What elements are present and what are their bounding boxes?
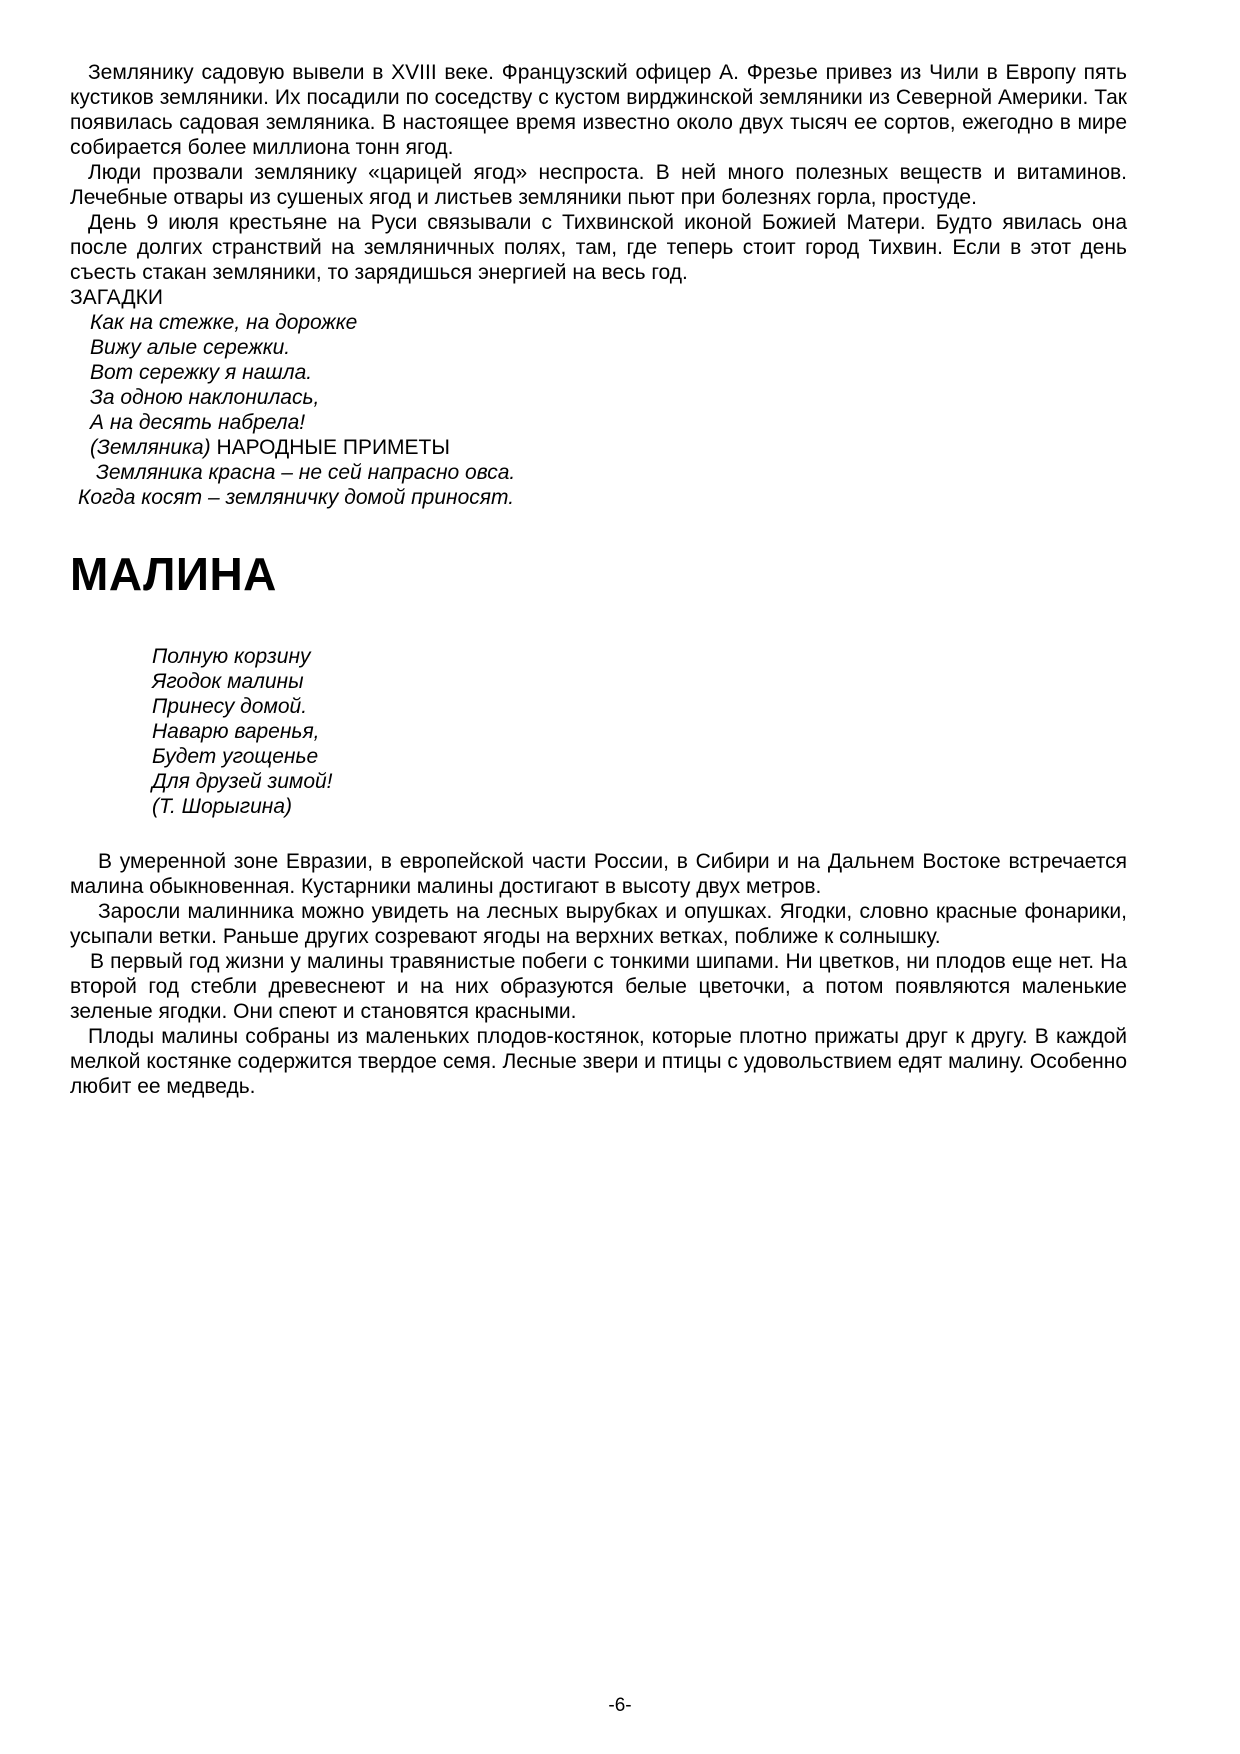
riddle-line: А на десять набрела! (90, 411, 306, 434)
omen-line: Земляника красна – не сей напрасно овса. (96, 461, 516, 484)
omen-line: Когда косят – земляничку домой приносят. (78, 486, 515, 509)
poem-line: Для друзей зимой! (152, 770, 333, 793)
paragraph-strawberry-tradition: День 9 июля крестьяне на Руси связывали с Тихвинской иконой Божией Матери. Будто явилась она после долгих странствий на земляничных полях, там, где теперь стоит город Тихвин. Если в этот день съесть стакан земляники, то зарядишься энергией на весь год. (70, 211, 1127, 284)
poem-line: Будет угощенье (152, 745, 319, 768)
paragraph-strawberry-history: Землянику садовую вывели в XVIII веке. Французский офицер А. Фрезье привез из Чили в Европу пять кустиков земляники. Их посадили по соседству с кустом вирджинской земляники из Северной Америки. Так появилась садовая земляника. В настоящее время известно около двух тысяч ее сортов, ежегодно в мире собирается более миллиона тонн ягод. (70, 61, 1127, 159)
spacer (70, 819, 1127, 849)
riddle-line: За одною наклонилась, (90, 386, 320, 409)
riddle-answer: (Земляника) (90, 436, 211, 459)
riddles-heading: ЗАГАДКИ (70, 286, 163, 309)
riddle-line: Как на стежке, на дорожке (90, 311, 358, 334)
section-title-raspberry: МАЛИНА (70, 548, 277, 600)
riddle-line: Вот сережку я нашла. (90, 361, 313, 384)
paragraph-raspberry-thickets: Заросли малинника можно увидеть на лесных вырубках и опушках. Ягодки, словно красные фонарики, усыпали ветки. Раньше других созревают ягоды на верхних ветках, поближе к солнышку. (70, 900, 1127, 948)
poem-author: (Т. Шорыгина) (152, 795, 293, 818)
document-page (70, 60, 1127, 1099)
paragraph-raspberry-fruit: Плоды малины собраны из маленьких плодов-костянок, которые плотно прижаты друг к другу. В каждой мелкой костянке содержится твердое семя. Лесные звери и птицы с удовольствием едят малину. Особенно любит ее медведь. (70, 1025, 1127, 1098)
poem-line: Наварю варенья, (152, 720, 320, 743)
paragraph-raspberry-growth: В первый год жизни у малины травянистые побеги с тонкими шипами. Ни цветков, ни плодов еще нет. На второй год стебли древеснеют и на них образуются белые цветочки, а потом появляются маленькие зеленые ягодки. Они спеют и становятся красными. (70, 950, 1127, 1023)
poem-line: Ягодок малины (152, 670, 304, 693)
poem-line: Принесу домой. (152, 695, 308, 718)
paragraph-raspberry-habitat: В умеренной зоне Евразии, в европейской части России, в Сибири и на Дальнем Востоке встречается малина обыкновенная. Кустарники малины достигают в высоту двух метров. (70, 850, 1127, 898)
page-number: -6- (608, 1695, 632, 1716)
riddle-answer-and-omens-heading (70, 435, 1127, 460)
omens-heading: НАРОДНЫЕ ПРИМЕТЫ (216, 436, 450, 459)
riddle-line: Вижу алые сережки. (90, 336, 291, 359)
poem-line: Полную корзину (152, 645, 311, 668)
paragraph-strawberry-benefits: Люди прозвали землянику «царицей ягод» неспроста. В ней много полезных веществ и витаминов. Лечебные отвары из сушеных ягод и листьев земляники пьют при болезнях горла, простуде. (70, 161, 1127, 209)
raspberry-poem (70, 644, 1127, 819)
